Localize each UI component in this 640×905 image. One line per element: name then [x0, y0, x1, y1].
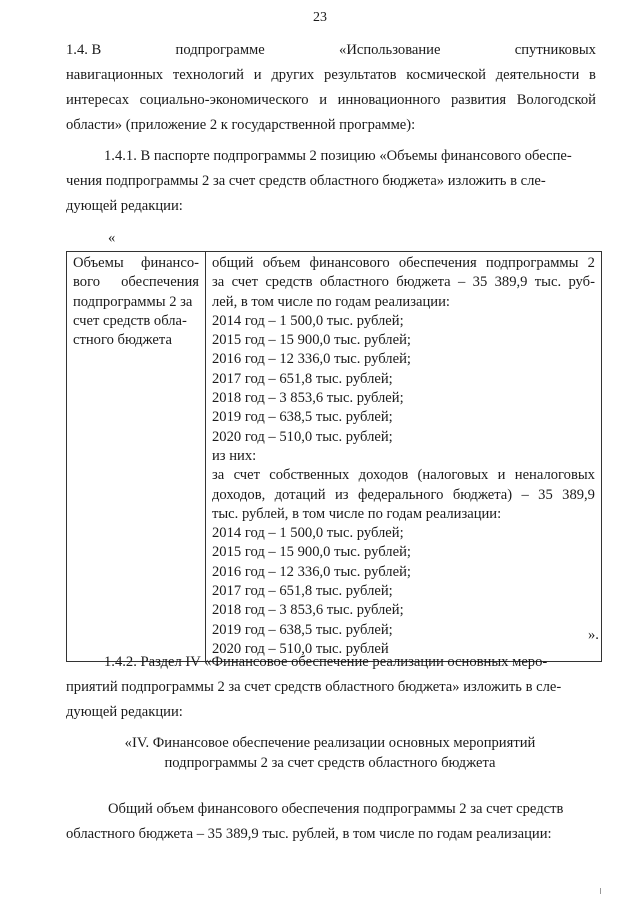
word: 35 — [538, 486, 553, 503]
text-line: области» (приложение 2 к государственной программе): — [66, 117, 416, 133]
text-line: дующей редакции: — [66, 704, 183, 720]
word: бюджета) — [452, 486, 513, 503]
word: бюджета — [396, 274, 451, 291]
table-row — [67, 252, 602, 662]
text-line: 2017 год – 651,8 тыс. рублей; — [212, 583, 393, 600]
word: социально-экономического — [139, 92, 309, 108]
table-cell-value — [206, 252, 602, 662]
word: неналоговых — [514, 467, 595, 484]
text-line: областного бюджета – 35 389,9 тыс. рублей, в том числе по годам реализации: — [66, 826, 552, 842]
word: счет — [231, 274, 258, 291]
paragraph-1-4-1 — [66, 144, 596, 219]
word: дотаций — [274, 486, 326, 503]
word: 1.4. В — [66, 42, 102, 58]
text-line: счет средств обла- — [73, 312, 187, 329]
text-line: 2015 год – 15 900,0 тыс. рублей; — [212, 332, 411, 349]
text-line: 2016 год – 12 336,0 тыс. рублей; — [212, 351, 411, 368]
word: собственных — [269, 467, 350, 484]
section-heading — [60, 733, 600, 773]
word: доходов, — [212, 486, 266, 503]
table-cell-label — [67, 252, 206, 662]
word: Вологодской — [516, 92, 596, 108]
word: навигационных — [66, 67, 164, 83]
word: развития — [450, 92, 507, 108]
word: технологий — [172, 67, 244, 83]
text-line: 2016 год – 12 336,0 тыс. рублей; — [212, 563, 411, 580]
word: спутниковых — [514, 42, 596, 58]
paragraph-1-4-2 — [66, 650, 596, 725]
word: из — [335, 486, 349, 503]
word: обеспечения — [398, 255, 477, 271]
word: – — [458, 274, 466, 291]
word: результатов — [324, 67, 397, 83]
word: объем — [262, 255, 301, 271]
word: интересах — [66, 92, 130, 108]
word: доходов — [358, 467, 409, 484]
paragraph-total — [66, 797, 596, 847]
scan-mark — [600, 888, 601, 894]
text-line: чения подпрограммы 2 за счет средств областного бюджета» изложить в сле- — [66, 173, 546, 189]
word: областного — [319, 274, 389, 291]
opening-quote: « — [108, 230, 116, 246]
paragraph-1-4-line-1 — [66, 38, 596, 63]
text-line: 2017 год – 651,8 тыс. рублей; — [212, 370, 393, 387]
word: в — [589, 67, 596, 83]
text-line — [212, 254, 595, 273]
text-line: 2019 год – 638,5 тыс. рублей; — [212, 409, 393, 426]
word: (налоговых — [417, 467, 489, 484]
word: 35 — [472, 274, 488, 291]
word: и — [253, 67, 262, 83]
word: за — [212, 467, 225, 484]
word: 2 — [587, 255, 595, 271]
word: подпрограмме — [175, 42, 265, 58]
word: других — [271, 67, 315, 83]
word: общий — [212, 255, 254, 271]
text-line: из них: — [212, 447, 257, 464]
word: и — [497, 467, 506, 484]
text-line — [212, 466, 595, 485]
text-line: приятий подпрограммы 2 за счет средств областного бюджета» изложить в сле- — [66, 679, 562, 695]
word: финансового — [309, 255, 390, 271]
heading-line: «IV. Финансовое обеспечение реализации основных мероприятий — [124, 735, 536, 751]
text-line: Общий объем финансового обеспечения подпрограммы 2 за счет средств — [108, 801, 564, 817]
word: 389,9 — [494, 274, 528, 291]
text-line: 2020 год – 510,0 тыс. рублей — [212, 640, 389, 657]
text-line: Объемы финансо- — [73, 255, 199, 271]
word: подпрограммы — [485, 255, 579, 271]
word: «Использование — [339, 42, 441, 58]
word: космической — [406, 67, 486, 83]
text-line: дующей редакции: — [66, 198, 183, 214]
text-line: 2020 год – 510,0 тыс. рублей; — [212, 428, 393, 445]
page-number: 23 — [313, 10, 327, 25]
word: деятельности — [495, 67, 580, 83]
text-line: 1.4.2. Раздел IV «Финансовое обеспечение реализации основных меро- — [104, 654, 548, 670]
word: счет — [233, 467, 260, 484]
text-line: тыс. рублей, в том числе по годам реализации: — [212, 505, 502, 522]
text-line: 1.4.1. В паспорте подпрограммы 2 позицию «Объемы финансового обеспе- — [104, 148, 572, 164]
heading-line: подпрограммы 2 за счет средств областного бюджета — [164, 755, 496, 771]
passport-table — [66, 251, 602, 662]
closing-quote: ». — [588, 627, 599, 643]
text-line: 2014 год – 1 500,0 тыс. рублей; — [212, 525, 404, 542]
text-line: 2019 год – 638,5 тыс. рублей; — [212, 621, 393, 638]
word: средств — [265, 274, 313, 291]
text-line — [66, 63, 596, 88]
text-line — [212, 486, 595, 505]
word: руб- — [568, 274, 595, 291]
text-line: 2015 год – 15 900,0 тыс. рублей; — [212, 544, 411, 561]
word: инновационного — [337, 92, 441, 108]
text-line: лей, в том числе по годам реализации: — [212, 293, 450, 310]
text-line — [212, 273, 595, 292]
word: 389,9 — [562, 486, 595, 503]
word: – — [521, 486, 529, 503]
text-line: стного бюджета — [73, 332, 172, 349]
text-line: 2014 год – 1 500,0 тыс. рублей; — [212, 312, 404, 329]
word: тыс. — [534, 274, 562, 291]
text-line: 2018 год – 3 853,6 тыс. рублей; — [212, 390, 404, 407]
text-line: 2018 год – 3 853,6 тыс. рублей; — [212, 602, 404, 619]
word: за — [212, 274, 225, 291]
word: федерального — [357, 486, 444, 503]
text-line: подпрограммы 2 за — [73, 293, 193, 310]
paragraph-1-4 — [66, 38, 596, 138]
word: и — [319, 92, 328, 108]
text-line: вого обеспечения — [73, 274, 199, 291]
text-line — [66, 88, 596, 113]
